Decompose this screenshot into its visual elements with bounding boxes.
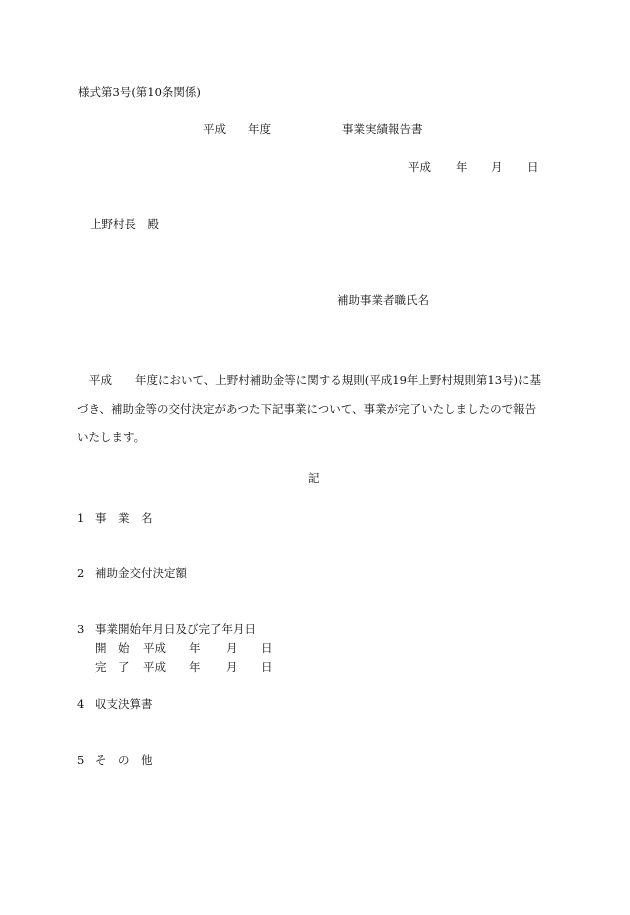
item-5-label: そ の 他 [95, 753, 153, 767]
date-era: 平成 [408, 160, 431, 174]
date-month: 月 [491, 160, 503, 174]
start-day: 日 [261, 641, 273, 655]
start-label: 開 始 [95, 641, 130, 655]
end-month: 月 [226, 660, 238, 674]
page-title: 事業実績報告書 [342, 122, 423, 136]
title-year: 年度 [248, 122, 271, 136]
item-2-label: 補助金交付決定額 [95, 566, 187, 580]
date-year: 年 [456, 160, 468, 174]
applicant-label: 補助事業者職氏名 [337, 293, 429, 307]
end-label: 完 了 [95, 660, 130, 674]
title-era: 平成 [203, 122, 226, 136]
body-line-1: 平成 年度において、上野村補助金等に関する規則(平成19年上野村規則第13号)に基 [89, 373, 542, 387]
body-line-2: づき、補助金等の交付決定があつた下記事業について、事業が完了いたしましたので報告 [77, 402, 537, 416]
date-day: 日 [527, 160, 539, 174]
item-4-number: 4 [77, 697, 85, 711]
start-era: 平成 [143, 641, 166, 655]
item-1-label: 事 業 名 [95, 511, 153, 525]
addressee: 上野村長 殿 [90, 217, 159, 231]
item-5-number: 5 [77, 753, 85, 767]
item-3-label: 事業開始年月日及び完了年月日 [95, 622, 256, 636]
item-2-number: 2 [77, 566, 85, 580]
end-day: 日 [261, 660, 273, 674]
start-year: 年 [189, 641, 201, 655]
item-3-number: 3 [77, 622, 85, 636]
end-year: 年 [189, 660, 201, 674]
ki-heading: 記 [308, 471, 320, 485]
item-4-label: 収支決算書 [95, 697, 153, 711]
end-era: 平成 [143, 660, 166, 674]
start-month: 月 [226, 641, 238, 655]
item-1-number: 1 [77, 511, 85, 525]
form-number: 様式第3号(第10条関係) [78, 85, 201, 99]
body-line-3: いたします。 [77, 430, 146, 444]
